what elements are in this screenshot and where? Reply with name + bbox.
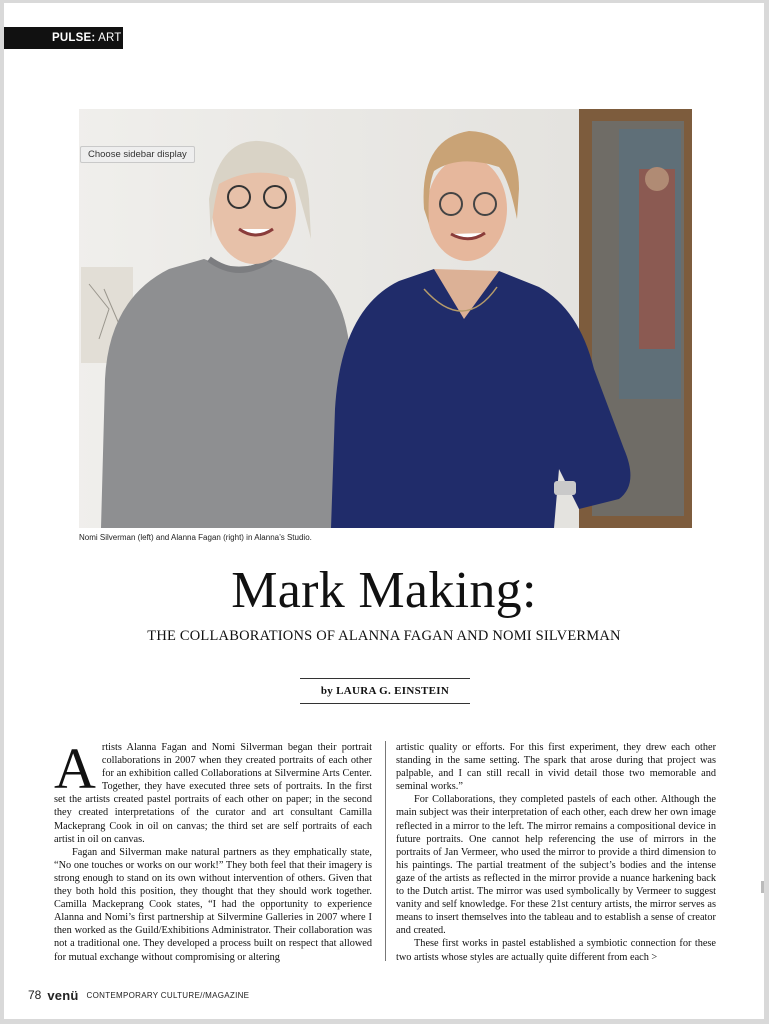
magazine-tagline: CONTEMPORARY CULTURE//MAGAZINE [86, 990, 250, 1000]
page-number: 78 [28, 988, 42, 1002]
paragraph-3: artistic quality or efforts. For this first experiment, they drew each other standing in the same setting. The spark that arose during that project was palpable, and I can still recall in vivid detail those two memorable and seminal works.” [396, 742, 716, 793]
section-tag [4, 27, 123, 49]
article-byline: by LAURA G. EINSTEIN [300, 678, 470, 704]
paragraph-4: For Collaborations, they completed pastels of each other. Although the main subject was their interpretation of each other, each drew her own image reflected in a mirror to the left. The mirror remains a compositional device in future portraits. One cannot help referencing the use of mirrors in the portraits of Jan Vermeer, who used the mirror to provide a third dimension to his paintings. The partial treatment of the subject’s bodies and the intense gaze of the artists as reflected in the mirror provide a nuance harkening back to the Dutch artist. The mirror was used symbolically by Vermeer to suggest vanity and self knowledge. For these 21st century artists, the mirror serves as means to insert themselves into the tableau and to establish a sense of creator and created. [396, 794, 716, 937]
article-title: Mark Making: [231, 562, 537, 619]
paragraph-5: These first works in pastel established a symbiotic connection for these two artists whose styles are actually quite different from each > [396, 938, 716, 963]
studio-photo-illustration [79, 109, 692, 528]
photo-caption: Nomi Silverman (left) and Alanna Fagan (right) in Alanna’s Studio. [79, 533, 312, 542]
article-photo [79, 109, 692, 528]
section-tag-rest: ART [95, 32, 122, 44]
section-tag-bold: PULSE: [52, 32, 96, 44]
magazine-logo: venü [47, 987, 79, 1003]
paragraph-1 [54, 736, 372, 846]
article-column-left [54, 736, 372, 964]
article-subtitle: THE COLLABORATIONS OF ALANNA FAGAN AND NOMI SILVERMAN [147, 628, 621, 644]
choose-sidebar-display-tooltip[interactable]: Choose sidebar display [80, 146, 195, 163]
column-divider [385, 741, 386, 961]
article-column-right [396, 741, 716, 964]
page-footer [28, 986, 249, 1004]
magazine-page [4, 3, 764, 1019]
paragraph-1-text: rtists Alanna Fagan and Nomi Silverman began their portrait collaborations in 2007 when they created portraits of each other for an exhibition called Collaborations at Silvermine Arts Center. Together, they have executed three sets of portraits. In the first set the artists created pastel portraits of each other on paper; in the second they created interpretations of the curator and art consultant Camilla Mackeprang Cook in oil on canvas; the third set are self portraits of each artist in oil on canvas. [54, 742, 372, 845]
scroll-edge-marker [761, 881, 764, 893]
paragraph-2: Fagan and Silverman make natural partners as they emphatically state, “No one touches or works on our work!” They both feel that their imagery is strong enough to stand on its own without intervention of others. Given that they both hold this position, they thought that they should work together. Camilla Mackeprang Cook states, “I had the opportunity to experience Alanna and Nomi’s first partnership at Silvermine Galleries in 2007 where I then worked as the Guild/Exhibitions Administrator. Their collaboration was not a traditional one. They developed a process built on respect that allowed for mutual exchange without compromising or altering [54, 846, 372, 963]
drop-cap: A [54, 736, 96, 801]
